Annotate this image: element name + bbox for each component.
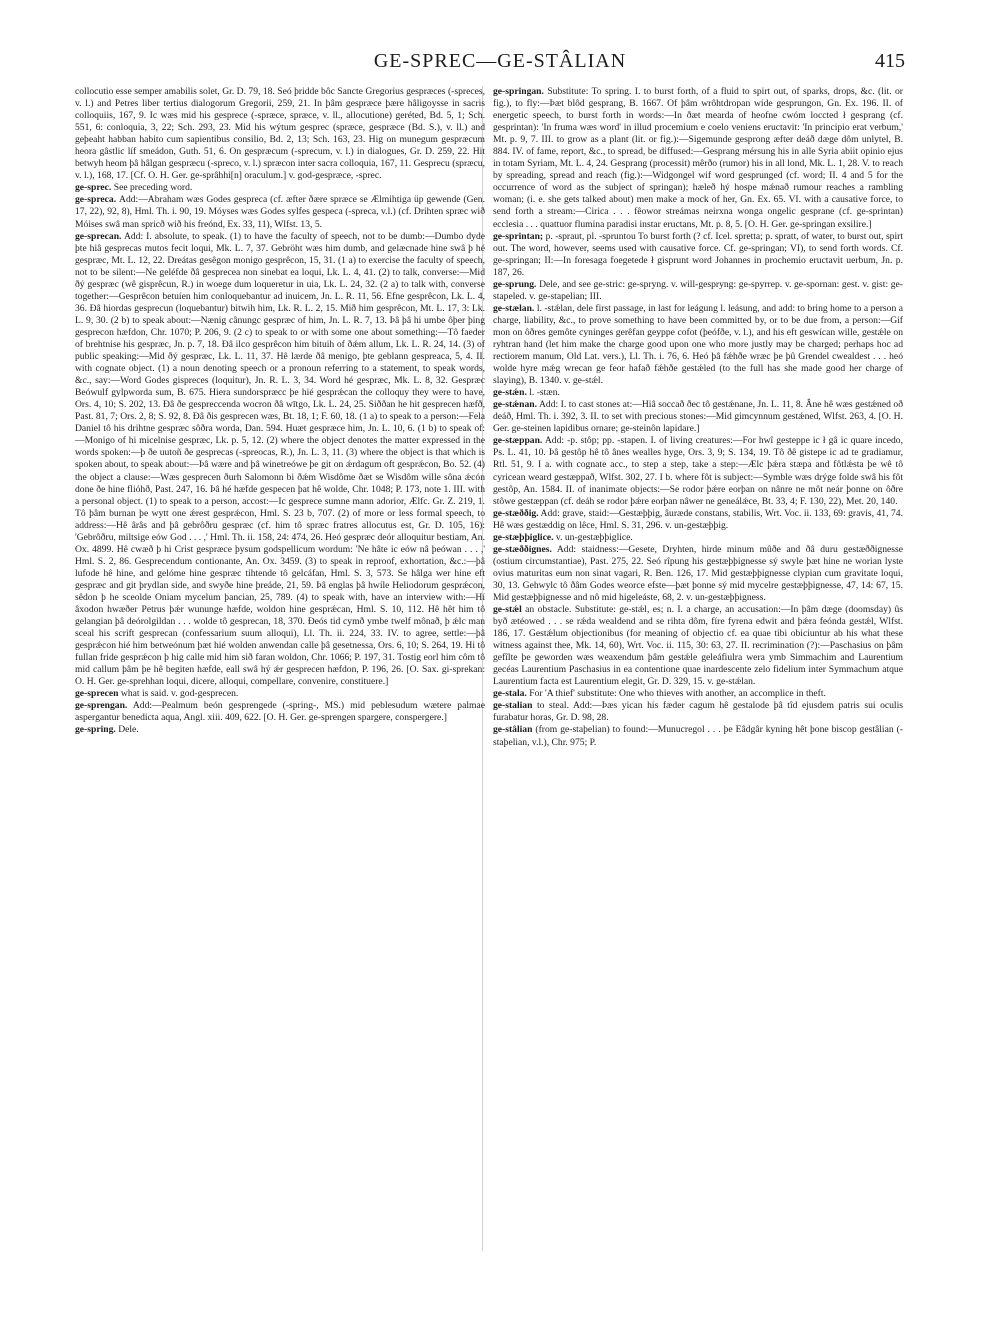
right-column [493,86,903,749]
entry-text: See preceding word. [113,182,193,194]
entry-text: Dele. [118,724,139,736]
entry-text: l. -stǽlan, dele first passage, in last for leágung l. leásung, and add: to bring home to a person a charge, liability, &c., to prove something to have been committed by, or to be due from, a person:—Gif mon on ôðres gemôte cyninges gerêfan geyppe cofot (þeófðe, v. l.), and his eft geswícan wille, gestǽle on ryhtran hand (let him make the charge good upon one who more justly may be charged; perhaps hoc ad rectiorem manum, Old Lat. vers.), Ll. Th. i. 76, 6. Heó þâ fǽhðe wræc þe þû Grendel cwealdest . . . heó wolde hyre mǽg wrecan ge feor hafað fǽhðe gestǽled (to the full has she made good her charge of slaying), B. 1340. v. ge-stǽl. [493,302,903,387]
entry-headword: ge-sprecen [75,688,119,700]
dictionary-entry [75,724,485,736]
dictionary-entry [493,399,903,435]
entry-text: collocutio esse semper amabilis solet, Gr. D. 79, 18. Seó þridde bôc Sancte Gregorius gespræces (-spreces, v. l.) and Petres liber tertius dialogorum Gregorii, 259, 21. In þâm gespræce þære hâligoysse in sacris colloquiis, 167, 9. Ic wæs mid his gesprece (-spræce, spræce, v. ll., allocutione) geréted, Bd. 5, 1; Sch. 551, 6: conloquia, 3, 22; Sch. 293, 23. Mid his wýtum gesprec (spræce, gespræce (Bd. S.), v. ll.) and geþeaht habban habito cum sapientibus consilio, Bd. 2, 13; Sch. 163, 23. Hig on munegum gespræcum heora gâstlic líf smeádon, Guth. 51, 6. On gespræcum (-sprecum, v. l.) in dialogues, Gr. D. 259, 22. Hit betwyh heom þâ hâlgan gespræcu (-spreco, v. l.) spræcon inter sacra colloquia, 167, 11. Gesprecu (spræcu, v. l.), 168, 17. [Cf. O. H. Ger. ge-sprâhhi[n] oraculum.] v. god-gespræce, -sprec. [75,86,485,182]
entry-text: Add: I. absolute, to speak. (1) to have the faculty of speech, not to be dumb:—Dumbo dyde þte hiâ gesprecas mutos fecit loqui, Mk. L. 7, 37. Gebröht wæs him dumb, and gelæcnade hine swâ þ hé gespræc, Mt. L. 12, 22. Dreátas gesêgon monigo gesprêcon, 15, 31. (1 a) to exercise the faculty of speech, not to be silent:—Ne geléfde ðâ gesprecea non sinebat ea loqui, Lk. L. 4, 41. (2) to talk, converse:—Mid ðý gespræc (wê gisprêcun, R.) in woege dum loqueretur in uia, Lk. L. 24, 32. (2 a) to talk with, converse together:—Gesprêcon betuíen him conloquebantur ad inuicem, Jn. L. R. 11, 56. Efne gesprêcon, Lk. L. 4, 36. Ðâ hiordas gesprecun (loquebantur) bitwih him, Lk. R. L. 2, 15. Mið him gesprêcon, Mt. L. 17, 3: Lk. L. 9, 30. (2 b) to speak about:—Nænig cânungc gespræc of him, Jn. L. R. 7, 13. Þâ þâ hi umbe ôþer þing gesprecon hæfdon, Chr. 1070; P. 206, 9. (2 c) to speak to or with some one about something:—Tô faeder of brehtnise his gespræc, Jn. p. 7, 18. Ðâ ilco gesprêcon him bituih of ðǽm allum, Lk. L. R. 24, 14. (3) of public speaking:—Mid ðý gespræc, Lk. L. 11, 37. Hê lærde ðâ menigo, þte geblann gespreaca, 5, 4. II. with cognate object. (1) a noun denoting speech or a pronoun referring to a statement, to speak words, &c., say:—Word Godes gispreces (loquitur), Jn. R. L. 3, 34. Word hé gespræc, Mk. L. 8, 32. Gespræc Beówulf gylpworda sum, B. 675. Hiera sundorspræcc þe hié gesprǽcan the colloquy they were to have, Ors. 4, 10; S. 202, 13. Ðâ ðe gespreccenda wocron ðâ wītgo, Lk. L. 24, 25. Siððan he hit gesprecen hæfð, Past. 81, 7; Ors. 2, 8; S. 92, 8. Ðâ ðis gesprecen wæs, Bt. 18, 1; F. 60, 18. (1 a) to speak to a person:—Fela Daniel tô his drihtne gespræc sôðra worda, Dan. 594. Huæt gespræce him, Jn. L. 10, 6. (1 b) to speak of:—Monigo of hi micelnise gespræc, Lk. p. 5, 12. (2) where the object denotes the matter expressed in the words spoken:—þ ðe uutoñ ðe gesprecas (-spreocas, R.), Jn. L. 3, 11. (3) where the object is that which is spoken about, to speak about:—Þâ wære and þâ winetreówe þe git on ǽrdagum oft gesprǽcon, Bo. 52. (4) the object a clause:—Wæs gesprecen ðurh Salomonn bi ðǽm Wisdôme ðæt se Wisdôm wille sôna ǽcón done ðe hine flióhð, Past. 247, 16. Þâ hé hæfde gespecen þat hê wolde, Chr. 1048; P. 173, note 1. III. with a personal object. (1) to speak to a person, accost:—Ic gesprece sumne mann adorior, Ælfc. Gr. Z. 219, 1. Tô þâm burnan þe wytt one ǽrest gesprǽcon, Hml. S. 23 b, 707. (2) of more or less formal speech, to address:—Hê ârâs and þâ gebrôðru gespræc (cf. him tô spræc fratres allocutus est, Gr. D. 105, 16): 'Gebrôðru, miltsige eów God . . . ,' Hml. Th. ii. 158, 24: 474, 26. Heó gespræc deór alloquitur bestiam, An. Ox. 4899. Hê cwæð þ hi Crist gespræce þysum godspellicum wordum: 'Ne hâte ic eów nâ þeówan . . . ,' Hml. S. 2, 86. Gesprecendum contionante, An. Ox. 3459. (3) to speak in reproof, exhortation, &c.:—þâ lufode hê hine, and gelóme hine gespræc tihtende tô gelcáfan, Hml. S. 3, 573. Se hâlga wer hine eft gespræc and git þrydlan side, and swyðe hine þreáde, 21, 59. Þâ englas þâ hwíle Heliodorum gesprǽcon, sêdon þ he sceolde Oniam mycelum þancian, 25, 789. (4) to speak with, have an interview with:—Hí âxodon hwæðer Petrus þǽr wununge hæfde, woldon hine gesprǽcan, Hml. S. 10, 112. Hê hêt him tô gelangian þâ deórolgildan . . . wolde tô gesprecan, 18, 370. Ðeós tid cymð ymbe twelf mônað, þ ǽlc man sceal his scrift gesprecan (confessarium suum alloqui), Ll. Th. ii. 224, 33. IV. to agree, settle:—þâ gesprǽcon hié him betweónum þæt hié wolden anwendan calle þâ gesetnessa, Ors. 6, 10; S. 264, 19. Hi tô fullan fride gesprǽcon þ hig calle mid him sið faran woldon, Chr. 1066; P. 197, 31. Tostig eorl him côm tô mid callum þâm þe hê begiten hæfde, eall swâ hý ǽr gesprecen hæfdon, P. 196, 26. [O. Sax. gi-sprekan: O. H. Ger. ge-sprehhan loqui, dicere, alloqui, compellare, convenire, constituere.] [75,230,486,688]
dictionary-entry [493,604,903,688]
entry-headword: ge-stǽl [493,604,522,616]
page-title: GE-SPREC—GE-STÂLIAN [373,50,627,72]
entry-text: Dele, and see ge-stric: ge-spryng. v. will-gespryng: ge-spyrrep. v. ge-spornan: gest. v. gist: ge-stapeled. v. ge-stapelian; III. [493,278,903,302]
left-column [75,86,485,737]
entry-headword: ge-sprecan. [75,230,122,242]
dictionary-entry [493,688,903,700]
dictionary-entry [493,231,903,279]
entry-text: Add: staidness:—Gesete, Dryhten, hirde minum mûðe and ðâ duru gestæððignesse (ostium circumstantiae), Past. 275, 22. Seó rîpung his gestæþþignesse sý swyle þæt hine ne worian lyste ovius maturitas eum non sinat vagari, R. Ben. 126, 17. Mid gestæþþignesse clypian cum gravitate loqui, 30, 13. Gehwylc tô ðâm Godes weorce efste—þæt þonne sý mid mycelre gestæþþignesse, 47, 14: 67, 15. Mid gestæþþignesse and nô mid higeleáste, 68, 2. v. un-gestæþþigness. [493,543,903,603]
dictionary-entry [75,688,485,700]
entry-headword: ge-stæððig. [493,507,539,519]
entry-text: v. un-gestæþþiglice. [555,531,633,543]
entry-headword: ge-spring. [75,724,116,736]
entry-headword: ge-sprung. [493,278,537,290]
entry-text: Substitute: To spring. I. to burst forth, of a fluid to spirt out, of sparks, drops, &c. (lit. or fig.), to fly:—Þæt blôd gesprang, B. 1667. Of þâm wrôhtdropan wíde gesprungon, Gn. Ex. 196. II. of energetic speech, to burst forth in words:—In ðæt mearda of heofne cwóm loccted ł gesprang (cf. gesprintan): 'In fruma wæs word' in illud procemium e coelo veniens eructavit: 'In principio erat verbum,' Mt. p. 9, 7. III. to grow as a plant (lit. or fig.):—Sigemunde gesprong æfter deáð dæge dôm unlytel, B. 884. IV. of fame, report, &c., to spread, be diffused:—Gesprang mérsung his in alle Syria abiit opinio ejus in totam Syriam, Mt. L. 4, 24. Gesprang (processit) mêrðo (rumor) his in all lond, Mk. L. 1, 28. V. to reach by spreading, spread and reach (fig.):—Widgongel wif word gesprunged (cf. word; II. 4 and 5 for the occurrence of word as the subject of springan); hæleð hý hospe mǽnað rumour reaches a rambling woman; (i. e. she gets talked about) men make a mock of her, Gn. Ex. 65. VI. with a causative force, to send forth a stream:—Cirica . . . fêowor streámas neirxna wonga ongelic gesprane (cf. ge-sprintan) ecclesia . . . quattuor flumina paradisi instar eructans, Mt. p. 8, 5. [O. H. Ger. ge-springan exsilire.] [493,86,903,230]
entry-headword: ge-stǽnan. [493,399,537,411]
dictionary-entry [493,700,903,724]
entry-text: to steal. Add:—Þæs yican his fæder cagum hê gestalode þâ tîd ejusdem patris sui oculis furabatur horas, Gr. D. 98, 28. [493,700,903,724]
dictionary-entry [75,86,485,182]
entry-headword: ge-sprec. [75,182,112,194]
dictionary-entry [493,387,903,399]
dictionary-entry [493,303,903,387]
entry-text: l. -stæn. [529,387,560,399]
entry-headword: ge-stâlian [493,724,533,736]
entry-headword: ge-sprengan. [75,700,128,712]
entry-headword: ge-stæþþiglice. [493,531,554,543]
entry-headword: ge-sprintan; [493,230,544,242]
entry-text: (from ge-staþelian) to found:—Munucregol . . . þe Eâdgâr kyning hêt þone biscop gestâlian (-staþelian, v.l.), Chr. 975; P. [493,724,903,748]
dictionary-entry [493,508,903,532]
entry-headword: ge-sprecа. [75,194,117,206]
entry-text: Add:—Pealmum beón gesprengede (-spring-, MS.) mid peblesudum wætere palmae aspergantur benedicta aqua, Angl. xiii. 409, 622. [O. H. Ger. ge-sprengen spargere, conspergere.] [75,700,485,724]
dictionary-entry [493,86,903,231]
entry-text: Add: grave, staid:—Gestæþþig, âuræde constans, stabilis, Wrt. Voc. ii. 133, 69: gravis, 41, 74. Hê wæs gestæddig on lêce, Hml. S. 31, 296. v. un-gestæþþig. [493,507,903,531]
entry-headword: ge-springan. [493,86,544,97]
entry-headword: ge-stalian [493,700,533,712]
entry-headword: ge-stala. [493,688,527,700]
dictionary-entry [493,724,903,748]
entry-text: Add: -p. stôp; pp. -stapen. I. of living creatures:—For hwî gesteppe ic ł gâ ic quare incedo, Ps. L. 41, 10. Þâ gestôp hê tô ânes wealles hyge, Ors. 3, 9; S. 134, 19. Tô ðê gistepe ic ad te gradiamur, Rtl. 51, 9. I a. with cognate acc., to step a step, take a step:—Ælc þǽra stæpa and fôtlǽsta þe wê tô cyricean weard gestæppað, Wlfst. 302, 27. I b. where fôt is subject:—Symble wæs drýge folde swâ his fôt gestôp, An. 1584. II. of inanimate objects:—Se rodor þǽre eorþan on nânre ne môt neár þonne on ôðre stôwe gestæppan (cf. deáh se rodor þǽre eorþan nâwer ne geneálǽce, Bt. 33, 4; F. 130, 22), Met. 20, 140. [493,435,903,507]
entry-headword: ge-stælan. [493,302,535,314]
entry-text: p. -spraut, pl. -spruntou To burst forth (? cf. Icel. spretta; p. spratt, of water, to burst out, spirt out. The word, however, seems used with causative force. Cf. ge-springan; VI), to send forth words. Cf. ge-springan; II:—In foresaga foegetede ł gisprunt word Johannes in prochemio eructavit uerbum, Jn. p. 187, 26. [493,230,903,278]
page-number: 415 [875,50,905,72]
entry-text: Add:—Abraham wæs Godes gespreca (cf. æfter ðære spræce se Ælmihtiga üp gewende (Gen. 17, 22), 92, 8), Hml. Th. i. 90, 19. Móyses wæs Godes sylfes gespeca (-spreca, v.l.) (cf. Drihten spræc wið Móises swâ man spricð wið his freónd, Ex. 33, 11), Wlfst. 13, 5. [75,194,485,230]
entry-text: Add: I. to cast stones at:—Hiâ soccað ðec tô gestǽnane, Jn. L. 11, 8. Âne hê wæs gestǽned oð deáð, Hml. Th. i. 392, 3. II. to set with precious stones:—Mid gimcynnum gestǽned, Wlfst. 263, 4. [O. H. Ger. ge-steinen lapidibus ornare; ge-steinôn lapidare.] [493,399,903,435]
dictionary-entry [75,182,485,194]
dictionary-entry [75,194,485,230]
entry-headword: ge-stæððignes. [493,543,552,555]
dictionary-entry [493,544,903,604]
dictionary-entry [75,700,485,724]
dictionary-entry [493,532,903,544]
running-head [0,50,1000,80]
entry-headword: ge-stǽn. [493,387,527,399]
dictionary-entry [75,231,485,689]
entry-headword: ge-stæppan. [493,435,543,447]
dictionary-entry [493,279,903,303]
entry-text: For 'A thief' substitute: One who thieves with another, an accomplice in theft. [529,688,826,700]
entry-text: what is said. v. god-gesprecen. [120,688,239,700]
dictionary-entry [493,435,903,507]
entry-text: an obstacle. Substitute: ge-stǽl, es; n. I. a charge, an accusation:—In þâm dæge (doomsday) ûs byð ætéowed . . . se rǽda wealdend and se rihta dôm, fíre fyrena edwit and þǽra feónda gestǽl, Wlfst. 186, 17. Gestǽlum objectionibus (for meaning of objectio cf. ea quae tibi obiciuntur ab his what these witness against thee, Mk. 14, 60), Wrt. Voc. ii. 115, 30: 63, 27. II. recrimination (?):—Paschasius on þâm gefîlte þe geworden wæs weaxendum þâm gestǽle geleáfiulra wera ymb Simmachim and Laurentium gecéas Laurentium Paschasius in ea contentione quae inardescente zelo fidelium inter Symmachum atque Laurentium facta est Laurentium elegit, Gr. D. 329, 15. v. ge-stǽlan. [493,604,903,688]
